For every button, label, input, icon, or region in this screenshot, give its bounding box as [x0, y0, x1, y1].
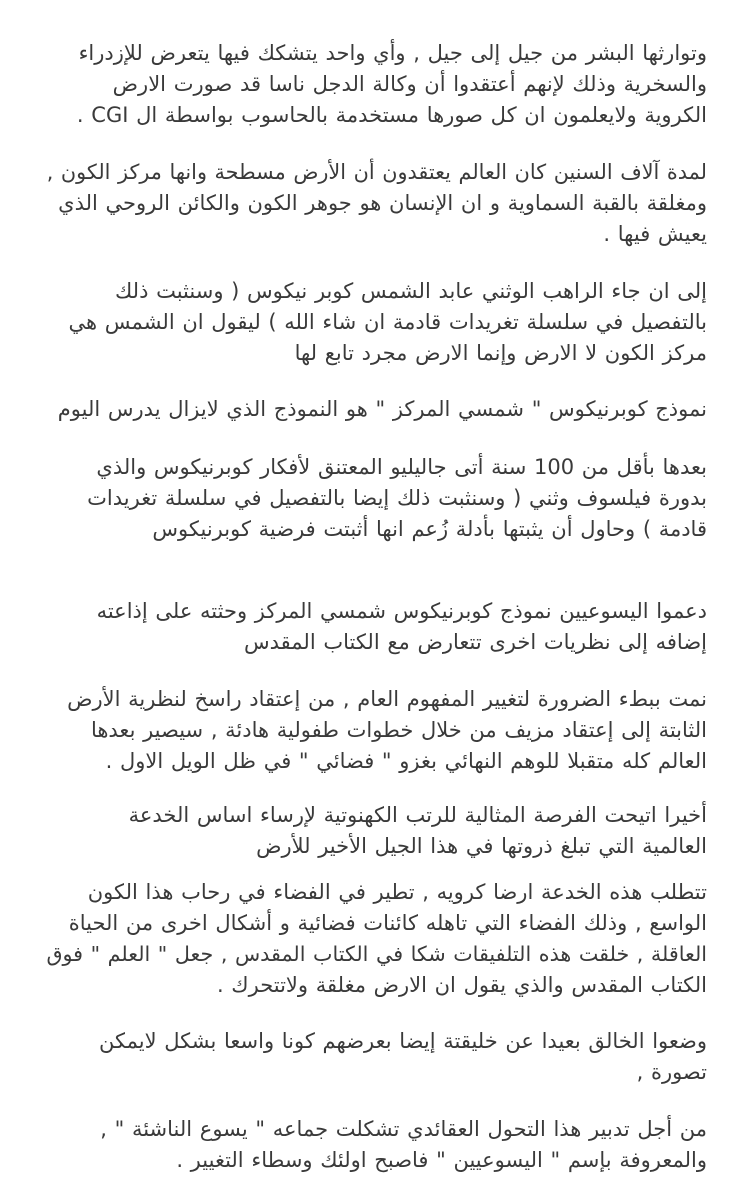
- paragraph-3: [40, 276, 707, 369]
- paragraph-2-line-1: لمدة آلاف السنين كان العالم يعتقدون أن الأرض مسطحة وانها مركز الكون ,: [46, 160, 707, 184]
- paragraph-10-line-2: تصورة ,: [636, 1060, 707, 1084]
- paragraph-9-line-2: الواسع , وذلك الفضاء التي تاهله كائنات فضائية و أشكال اخرى من الحياة: [68, 911, 707, 935]
- paragraph-4: [40, 394, 707, 425]
- paragraph-3-line-3: مركز الكون لا الارض وإنما الارض مجرد تابع لها: [294, 341, 707, 365]
- paragraph-5: [40, 452, 707, 545]
- paragraph-4-line-1: نموذج كوبرنيكوس " شمسي المركز " هو النموذج الذي لايزال يدرس اليوم: [57, 397, 707, 421]
- paragraph-1: [40, 38, 707, 131]
- paragraph-7-line-3: العالم كله متقبلا للوهم النهائي بغزو " فضائي " في ظل الويل الاول .: [105, 749, 707, 773]
- paragraph-6-line-2: إضافه إلى نظريات اخرى تتعارض مع الكتاب المقدس: [244, 630, 707, 654]
- paragraph-2-line-2: ومغلقة بالقبة السماوية و ان الإنسان هو جوهر الكون والكائن الروحي الذي: [58, 191, 707, 215]
- paragraph-11-line-2: والمعروفة بإسم " اليسوعيين " فاصبح اولئك وسطاء التغيير .: [176, 1148, 707, 1172]
- paragraph-10: [40, 1026, 707, 1088]
- paragraph-8-line-2: العالمية التي تبلغ ذروتها في هذا الجيل الأخير للأرض: [256, 834, 707, 858]
- paragraph-11-line-1: من أجل تدبير هذا التحول العقائدي تشكلت جماعه " يسوع الناشئة " ,: [100, 1117, 707, 1141]
- paragraph-8: [40, 800, 707, 862]
- paragraph-6-line-1: دعموا اليسوعيين نموذج كوبرنيكوس شمسي المركز وحثته على إذاعته: [96, 599, 707, 623]
- paragraph-1-line-1: وتوارثها البشر من جيل إلى جيل , وأي واحد يتشكك فيها يتعرض للإزدراء: [78, 41, 707, 65]
- paragraph-3-line-1: إلى ان جاء الراهب الوثني عابد الشمس كوبر نيكوس ( وسنثبت ذلك: [114, 279, 707, 303]
- paragraph-7: [40, 684, 707, 777]
- paragraph-9-line-3: العاقلة , خلقت هذه التلفيقات شكا في الكتاب المقدس , جعل " العلم " فوق: [46, 942, 707, 966]
- paragraph-5-line-3: قادمة ) وحاول أن يثبتها بأدلة زُعم انها أثبتت فرضية كوبرنيكوس: [152, 517, 707, 541]
- paragraph-2: [40, 157, 707, 250]
- paragraph-3-line-2: بالتفصيل في سلسلة تغريدات قادمة ان شاء الله ) ليقول ان الشمس هي: [68, 310, 707, 334]
- paragraph-9-line-1: تتطلب هذه الخدعة ارضا كرويه , تطير في الفضاء في رحاب هذا الكون: [87, 880, 707, 904]
- paragraph-9-line-4: الكتاب المقدس والذي يقول ان الارض مغلقة ولاتتحرك .: [216, 973, 707, 997]
- paragraph-1-line-3: الكروية ولايعلمون ان كل صورها مستخدمة بالحاسوب بواسطة ال CGI .: [76, 103, 707, 127]
- paragraph-8-line-1: أخيرا اتيحت الفرصة المثالية للرتب الكهنوتية لإرساء اساس الخدعة: [128, 803, 707, 827]
- paragraph-6: [40, 596, 707, 658]
- paragraph-1-line-2: والسخرية وذلك لإنهم أعتقدوا أن وكالة الدجل ناسا قد صورت الارض: [112, 72, 707, 96]
- paragraph-5-line-2: بدورة فيلسوف وثني ( وسنثبت ذلك إيضا بالتفصيل في سلسلة تغريدات: [87, 486, 707, 510]
- paragraph-5-line-1: بعدها بأقل من 100 سنة أتى جاليليو المعتنق لأفكار كوبرنيكوس والذي: [96, 455, 707, 479]
- paragraph-7-line-2: الثابتة إلى إعتقاد مزيف من خلال خطوات طفولية هادئة , سيصير بعدها: [90, 718, 707, 742]
- paragraph-9: [40, 877, 707, 1001]
- paragraph-7-line-1: نمت ببطء الضرورة لتغيير المفهوم العام , من إعتقاد راسخ لنظرية الأرض: [67, 687, 707, 711]
- paragraph-2-line-3: يعيش فيها .: [603, 222, 707, 246]
- paragraph-10-line-1: وضعوا الخالق بعيدا عن خليقتة إيضا بعرضهم كونا واسعا بشكل لايمكن: [99, 1029, 707, 1053]
- paragraph-11: [40, 1114, 707, 1176]
